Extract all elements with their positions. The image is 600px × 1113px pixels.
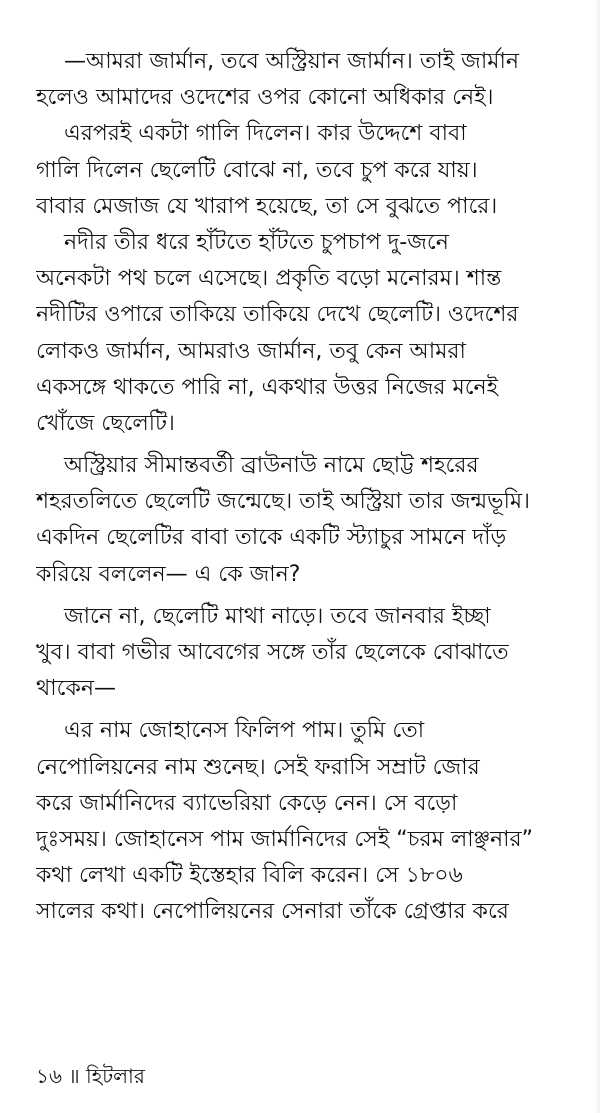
text-line: সালের কথা। নেপোলিয়নের সেনারা তাঁকে গ্রেপ্তার করে (36, 899, 509, 925)
body-text (36, 44, 576, 931)
text-line: অস্ট্রিয়ার সীমান্তবর্তী ব্রাউনাউ নামে ছোট্ট শহরের (64, 453, 479, 479)
page-edge-shadow (594, 0, 600, 1113)
text-line: একসঙ্গে থাকতে পারি না, একথার উত্তর নিজের মনেই (36, 374, 499, 400)
text-line: থাকেন— (36, 676, 116, 702)
text-line: নদীর তীর ধরে হাঁটতে হাঁটতে চুপচাপ দু-জনে (64, 229, 449, 255)
text-line: গালি দিলেন ছেলেটি বোঝে না, তবে চুপ করে যায়। (36, 157, 478, 183)
text-line: এর নাম জোহানেস ফিলিপ পাম। তুমি তো (64, 718, 425, 744)
text-line: খুব। বাবা গভীর আবেগের সঙ্গে তাঁর ছেলেকে বোঝাতে (36, 640, 509, 665)
text-line: করে জার্মানিদের ব্যাভেরিয়া কেড়ে নেন। সে বড়ো (36, 790, 458, 816)
text-line: খোঁজে ছেলেটি। (36, 410, 175, 436)
text-line: দুঃসময়। জোহানেস পাম জার্মানিদের সেই “চরম লাঞ্ছনার” (36, 826, 533, 852)
text-line: করিয়ে বললেন— এ কে জান? (36, 561, 301, 587)
text-line: লোকও জার্মান, আমরাও জার্মান, তবু কেন আমরা (36, 338, 466, 364)
text-line: অনেকটা পথ চলে এসেছে। প্রকৃতি বড়ো মনোরম। শান্ত (36, 266, 502, 292)
text-line: হলেও আমাদের ওদেশের ওপর কোনো অধিকার নেই। (36, 85, 494, 111)
text-line: বাবার মেজাজ যে খারাপ হয়েছে, তা সে বুঝতে পারে। (36, 193, 498, 219)
text-line: শহরতলিতে ছেলেটি জন্মেছে। তাই অস্ট্রিয়া তার জন্মভূমি। (36, 489, 530, 515)
text-line: এরপরই একটা গালি দিলেন। কার উদ্দেশে বাবা (64, 121, 467, 147)
page-footer: ১৬ ॥ হিটলার (36, 1064, 145, 1088)
text-line: কথা লেখা একটি ইস্তেহার বিলি করেন। সে ১৮০৬ (36, 863, 463, 889)
text-line: একদিন ছেলেটির বাবা তাকে একটি স্ট্যাচুর সামনে দাঁড় (36, 525, 507, 551)
text-line: —আমরা জার্মান, তবে অস্ট্রিয়ান জার্মান। তাই জার্মান (64, 49, 519, 74)
text-line: নদীটির ওপারে তাকিয়ে তাকিয়ে দেখে ছেলেটি। ওদেশের (36, 302, 519, 328)
text-line: নেপোলিয়নের নাম শুনেছ। সেই ফরাসি সম্রাট জোর (36, 754, 480, 780)
text-line: জানে না, ছেলেটি মাথা নাড়ে। তবে জানবার ইচ্ছা (64, 603, 491, 629)
